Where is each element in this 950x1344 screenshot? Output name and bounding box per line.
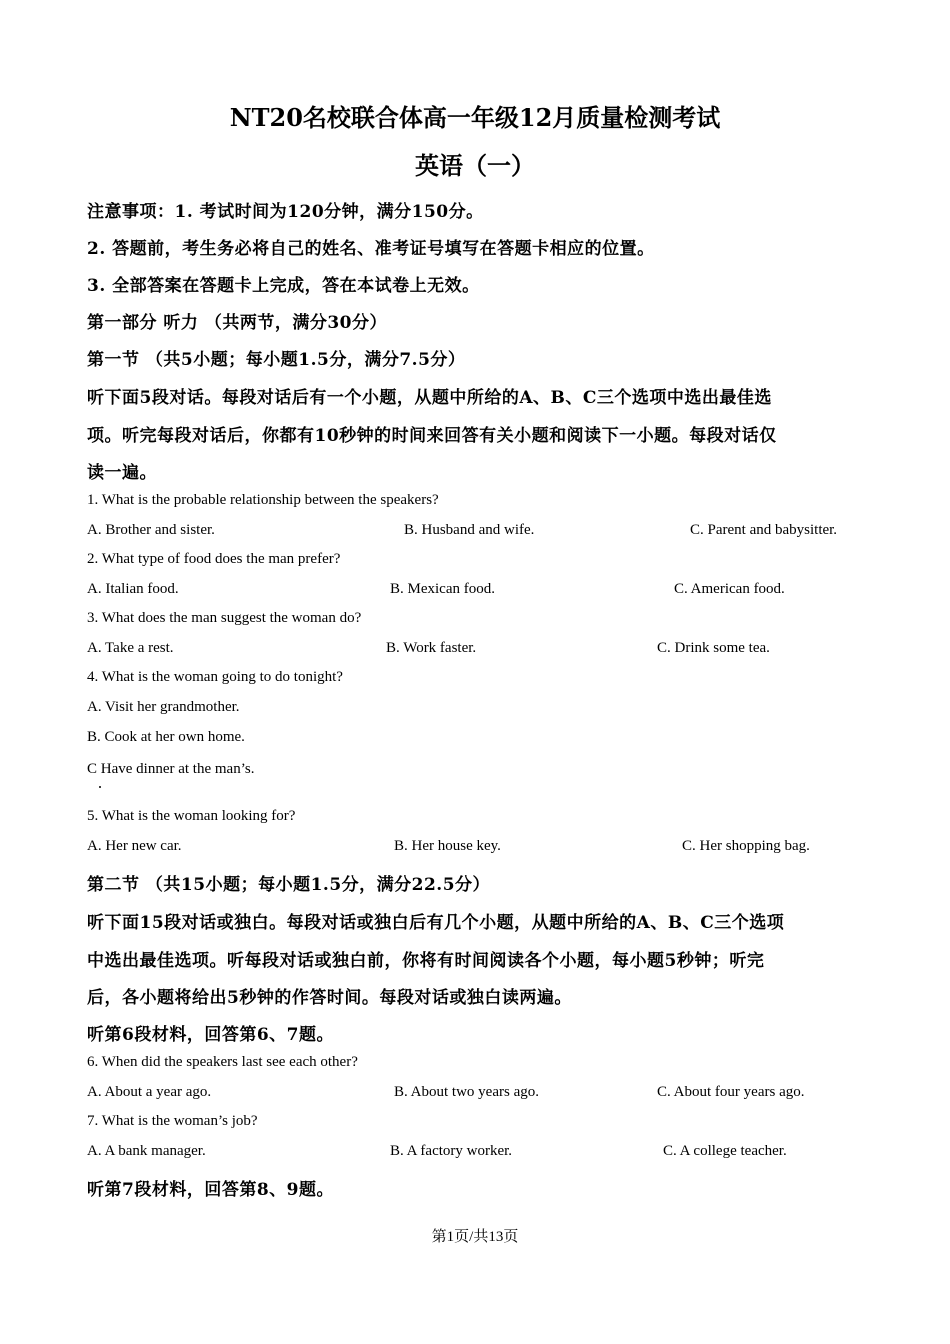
stray-dot [99,786,101,788]
q2-option-b: B. Mexican food. [390,581,495,597]
q7-option-a: A. A bank manager. [87,1143,206,1159]
question-6: 6. When did the speakers last see each other? [87,1054,358,1070]
section2-instruction-1: 听下面15段对话或独白。每段对话或独白后有几个小题，从题中所给的A、B、C三个选项 [87,913,785,933]
note-line-1: 注意事项：1. 考试时间为120分钟，满分150分。 [87,202,484,222]
material-7-heading: 听第7段材料，回答第8、9题。 [87,1180,334,1200]
q1-option-a: A. Brother and sister. [87,522,215,538]
exam-subtitle: 英语（一） [415,151,535,180]
q3-option-a: A. Take a rest. [87,640,174,656]
q1-option-b: B. Husband and wife. [404,522,535,538]
section2-instruction-2: 中选出最佳选项。听每段对话或独白前，你将有时间阅读各个小题，每小题5秒钟；听完 [87,951,765,971]
question-5: 5. What is the woman looking for? [87,808,296,824]
q5-option-a: A. Her new car. [87,838,182,854]
question-4: 4. What is the woman going to do tonight? [87,669,343,685]
question-3: 3. What does the man suggest the woman do? [87,610,362,626]
q4-option-c: C Have dinner at the man’s. [87,761,255,777]
q7-option-b: B. A factory worker. [390,1143,513,1159]
q6-option-a: A. About a year ago. [87,1084,212,1100]
exam-title: NT20名校联合体高一年级12月质量检测考试 [229,103,721,132]
q2-option-c: C. American food. [674,581,785,597]
q1-option-c: C. Parent and babysitter. [690,522,838,538]
question-2: 2. What type of food does the man prefer? [87,551,341,567]
q4-option-a: A. Visit her grandmother. [87,699,240,715]
section1-heading: 第一节 （共5小题；每小题1.5分，满分7.5分） [87,350,466,370]
question-7: 7. What is the woman’s job? [87,1113,258,1129]
q7-option-c: C. A college teacher. [663,1143,787,1159]
part1-heading: 第一部分 听力 （共两节，满分30分） [87,313,387,333]
q6-option-c: C. About four years ago. [657,1084,805,1100]
material-6-heading: 听第6段材料，回答第6、7题。 [87,1025,334,1045]
section1-instruction-1: 听下面5段对话。每段对话后有一个小题，从题中所给的A、B、C三个选项中选出最佳选 [87,388,772,408]
q4-option-b: B. Cook at her own home. [87,729,245,745]
q3-option-b: B. Work faster. [386,640,477,656]
q5-option-c: C. Her shopping bag. [682,838,810,854]
page-number: 第1页/共13页 [431,1229,519,1245]
q2-option-a: A. Italian food. [87,581,179,597]
q3-option-c: C. Drink some tea. [657,640,770,656]
note-line-2: 2. 答题前，考生务必将自己的姓名、准考证号填写在答题卡相应的位置。 [87,239,655,259]
question-1: 1. What is the probable relationship between the speakers? [87,492,439,508]
section1-instruction-2: 项。听完每段对话后，你都有10秒钟的时间来回答有关小题和阅读下一小题。每段对话仅 [87,426,777,446]
q6-option-b: B. About two years ago. [394,1084,539,1100]
section2-heading: 第二节 （共15小题；每小题1.5分，满分22.5分） [87,875,491,895]
section2-instruction-3: 后，各小题将给出5秒钟的作答时间。每段对话或独白读两遍。 [87,988,572,1008]
q5-option-b: B. Her house key. [394,838,501,854]
note-line-3: 3. 全部答案在答题卡上完成，答在本试卷上无效。 [87,276,480,296]
section1-instruction-3: 读一遍。 [87,463,157,483]
